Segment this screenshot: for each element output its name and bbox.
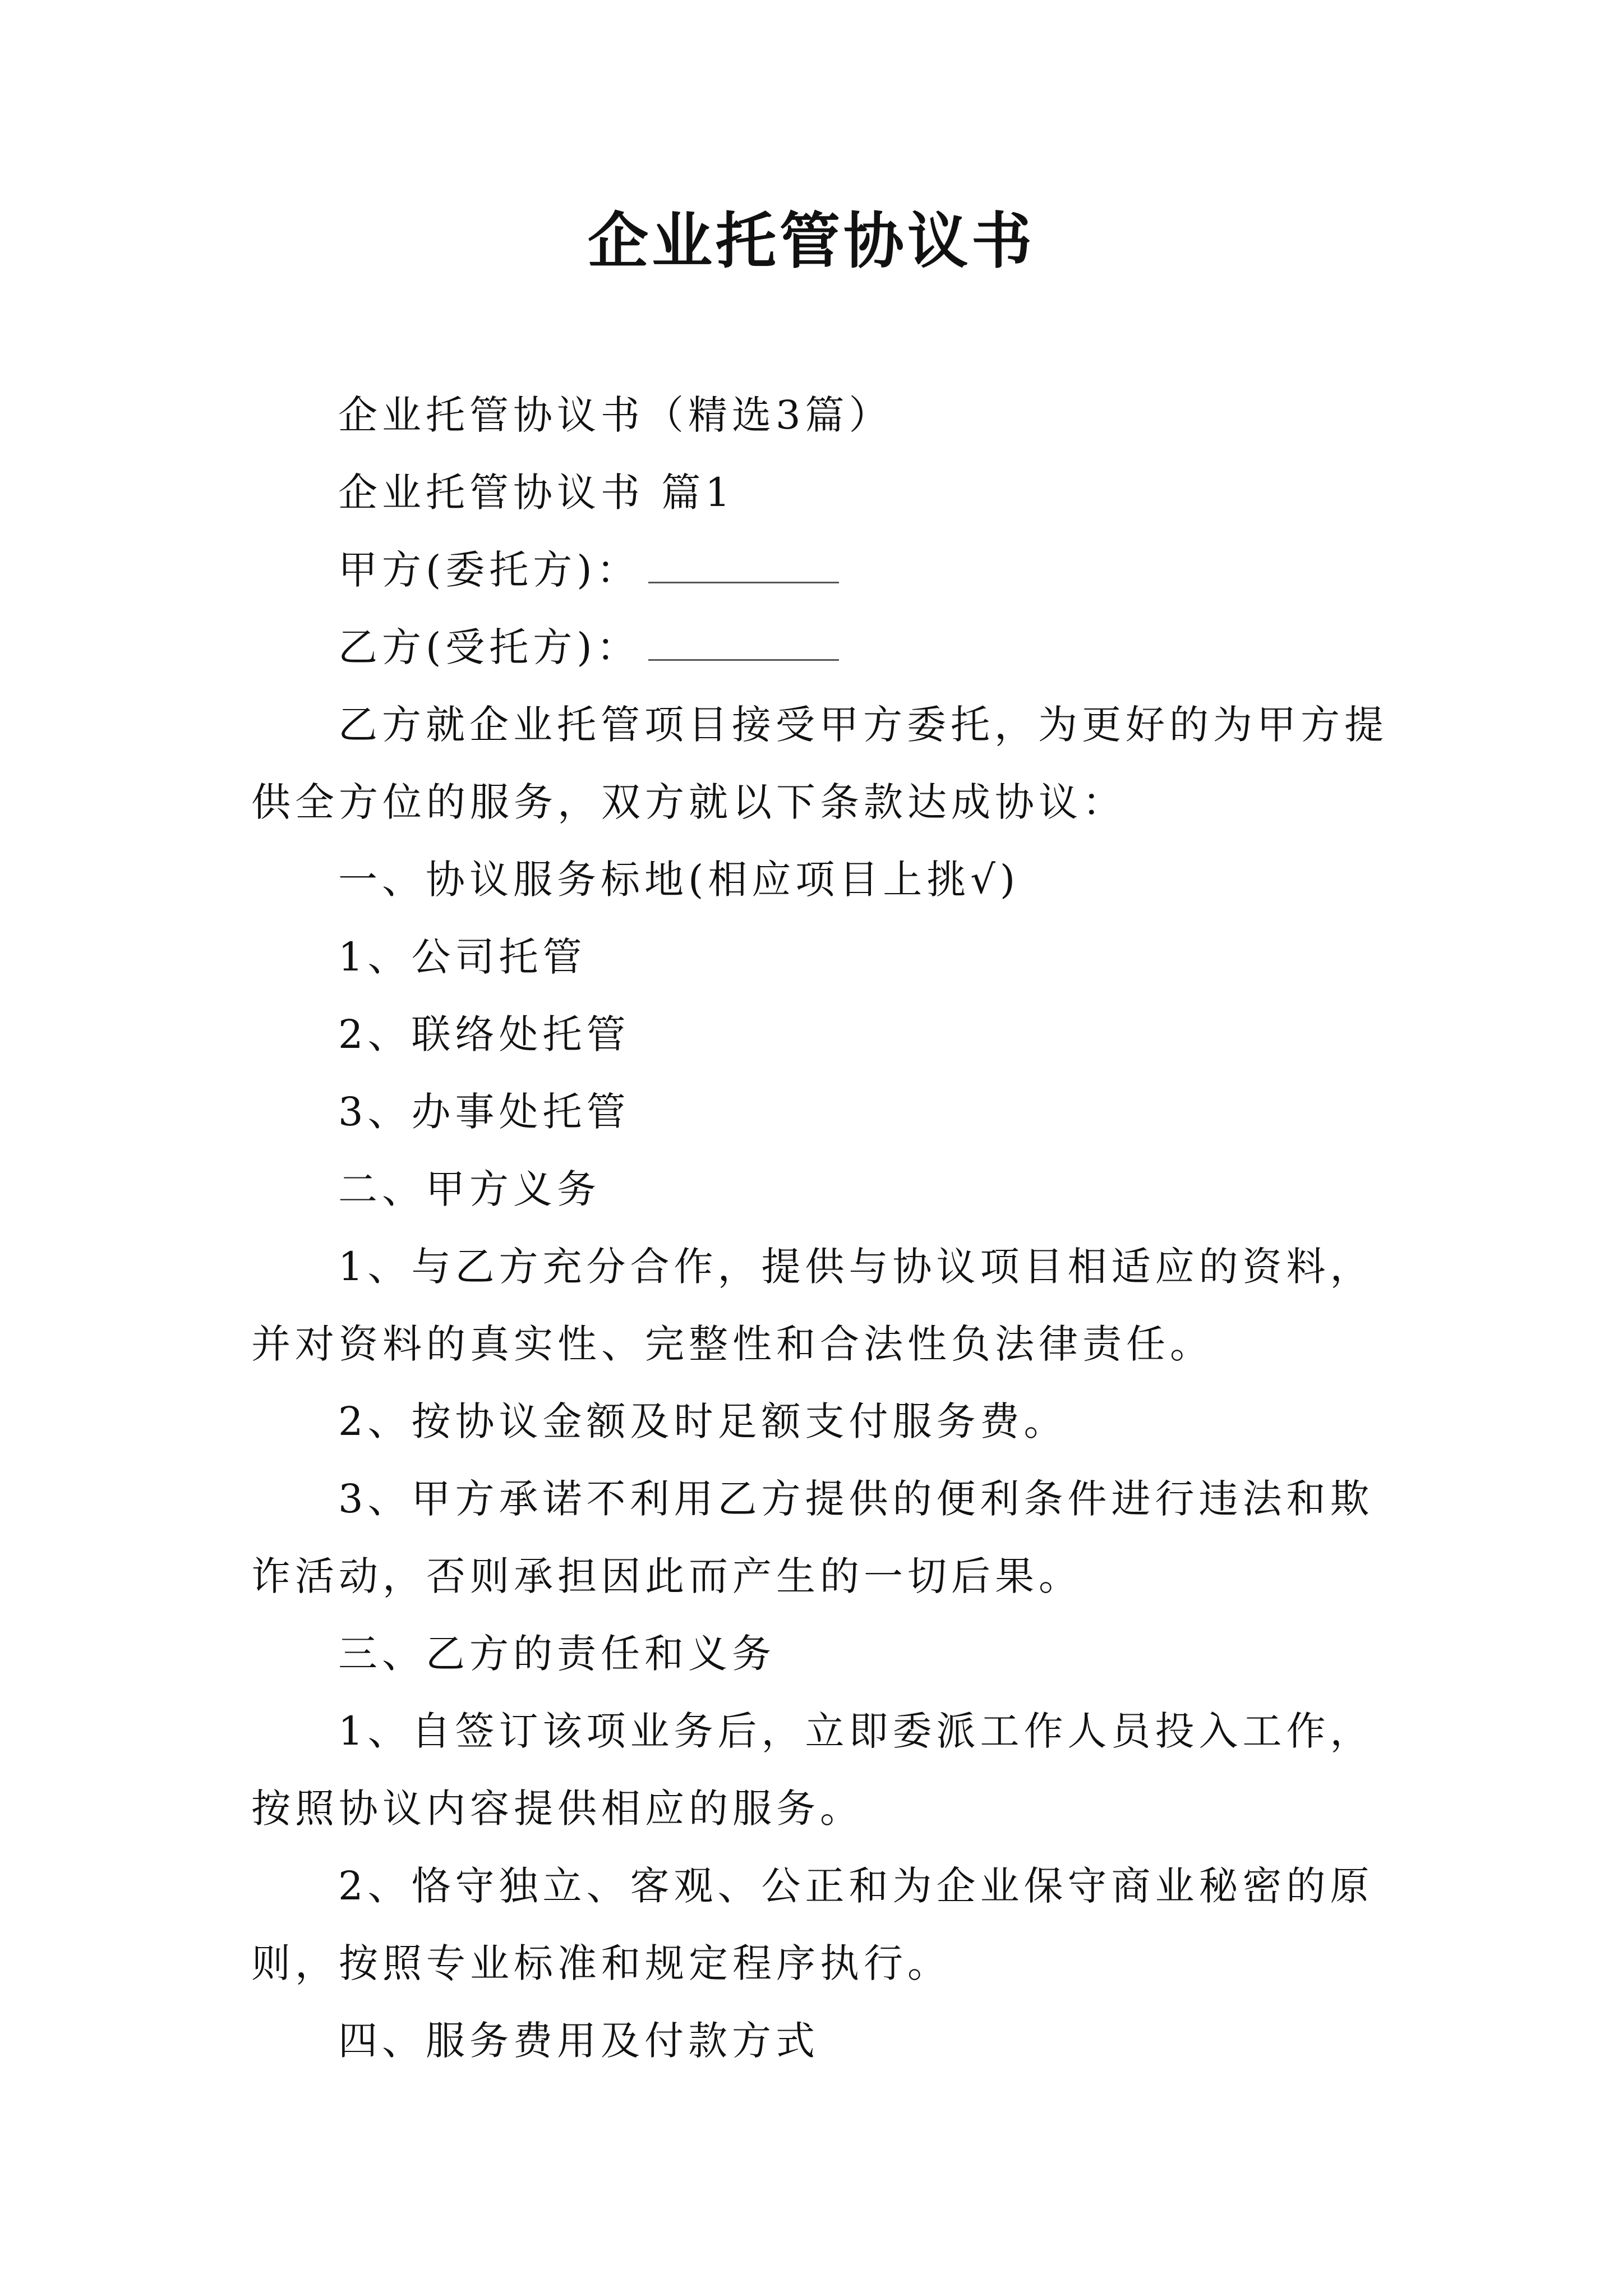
- section-2-item-1-line-1: 1、与乙方充分合作，提供与协议项目相适应的资料，: [338, 1244, 1374, 1290]
- section-3-item-2-line-1: 2、恪守独立、客观、公正和为企业保守商业秘密的原: [338, 1863, 1374, 1909]
- document-subtitle: 企业托管协议书（精选3篇）: [338, 392, 893, 438]
- section-3-heading: 三、乙方的责任和义务: [338, 1631, 776, 1677]
- intro-paragraph-line-1: 乙方就企业托管项目接受甲方委托，为更好的为甲方提: [338, 702, 1388, 748]
- section-1-item-3: 3、办事处托管: [338, 1089, 630, 1135]
- party-b-line: [338, 619, 839, 675]
- section-3-item-2-line-2: 则，按照专业标准和规定程序执行。: [251, 1940, 951, 1986]
- section-1-item-2: 2、联络处托管: [338, 1011, 630, 1057]
- section-2-heading: 二、甲方义务: [338, 1166, 601, 1212]
- section-2-item-1-line-2: 并对资料的真实性、完整性和合法性负法律责任。: [251, 1321, 1214, 1367]
- section-3-item-1-line-1: 1、自签订该项业务后，立即委派工作人员投入工作，: [338, 1708, 1374, 1754]
- section-4-heading: 四、服务费用及付款方式: [338, 2018, 819, 2064]
- intro-paragraph-line-2: 供全方位的服务，双方就以下条款达成协议：: [251, 779, 1126, 825]
- section-2-item-3-line-1: 3、甲方承诺不利用乙方提供的便利条件进行违法和欺: [338, 1476, 1374, 1522]
- party-a-line: [338, 542, 839, 598]
- section-2-item-3-line-2: 诈活动，否则承担因此而产生的一切后果。: [251, 1553, 1082, 1599]
- party-a-blank: [648, 547, 839, 583]
- section-heading: 企业托管协议书 篇1: [338, 470, 735, 516]
- section-2-item-2: 2、按协议金额及时足额支付服务费。: [338, 1398, 1068, 1444]
- document-title: 企业托管协议书: [587, 206, 1035, 277]
- section-1-heading: 一、协议服务标地(相应项目上挑√): [338, 857, 1020, 903]
- party-b-blank: [648, 624, 839, 661]
- party-a-label: 甲方(委托方)：: [338, 547, 640, 593]
- section-3-item-1-line-2: 按照协议内容提供相应的服务。: [251, 1786, 864, 1832]
- section-1-item-1: 1、公司托管: [338, 934, 587, 980]
- party-b-label: 乙方(受托方)：: [338, 624, 640, 670]
